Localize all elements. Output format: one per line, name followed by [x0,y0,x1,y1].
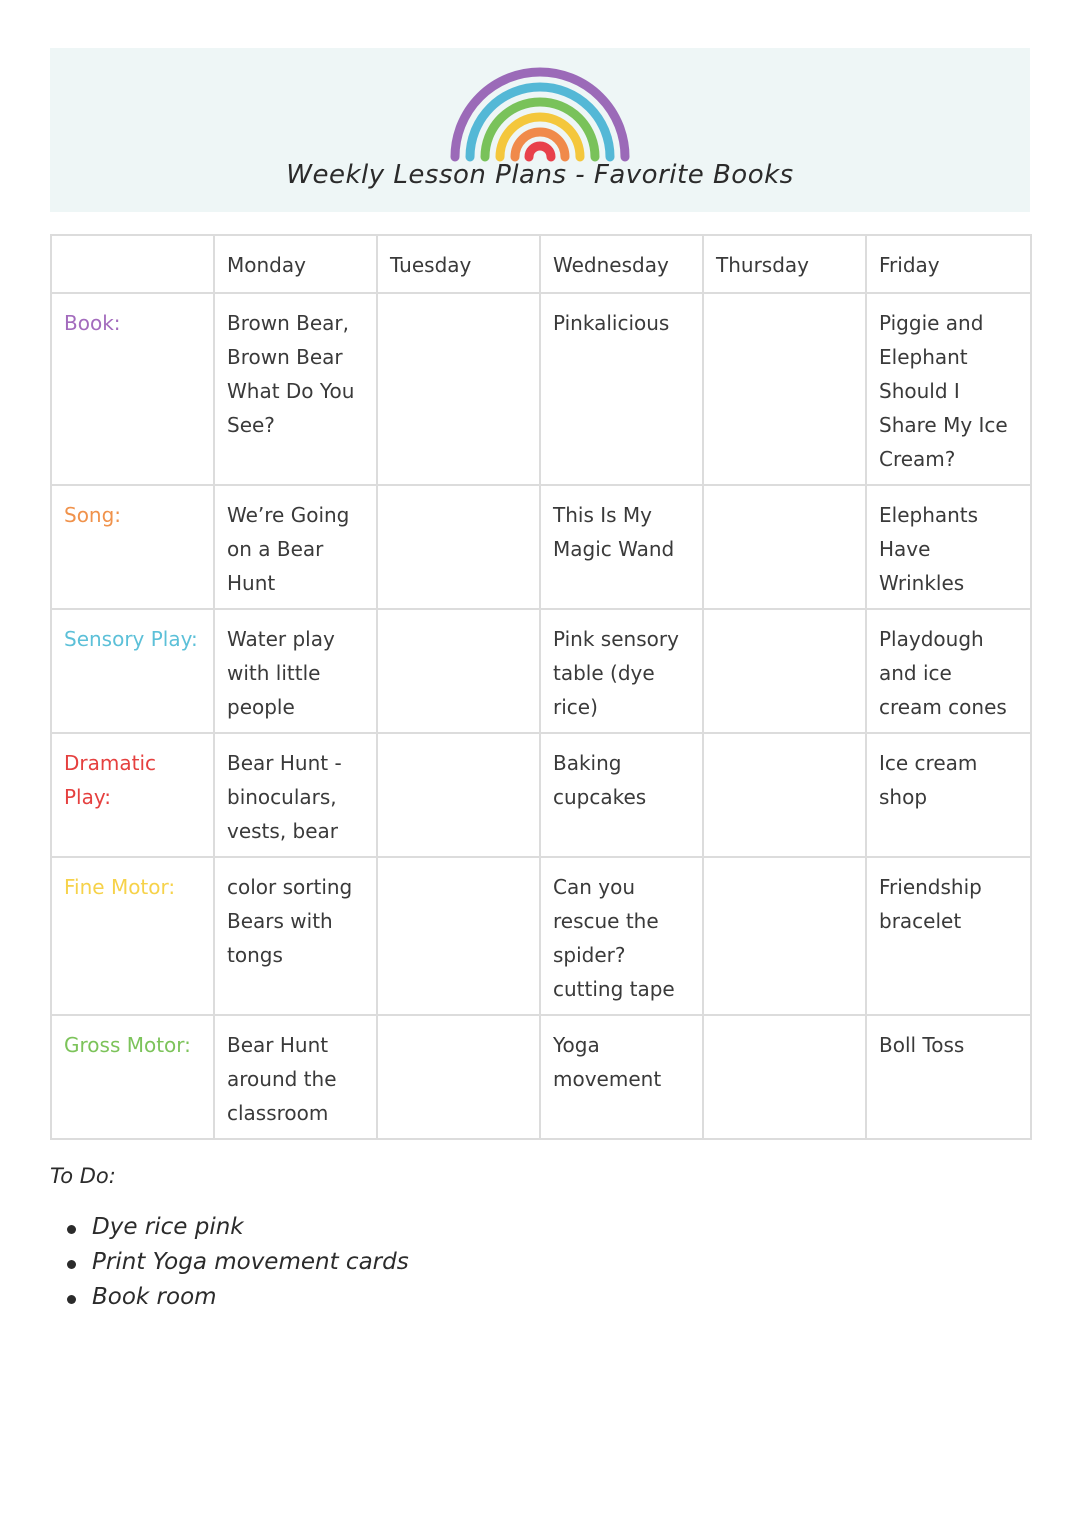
todo-item: Print Yoga movement cards [92,1245,409,1280]
row-label-fine-motor: Fine Motor: [51,857,214,1015]
table-cell: Brown Bear, Brown Bear What Do You See? [214,293,377,485]
table-cell [377,733,540,857]
table-cell: Bear Hunt - binoculars, vests, bear [214,733,377,857]
table-row-sensory-play [51,609,1031,733]
table-cell [703,485,866,609]
day-header-monday: Monday [214,235,377,293]
table-cell: Baking cupcakes [540,733,703,857]
day-header-tuesday: Tuesday [377,235,540,293]
todo-heading: To Do: [50,1164,116,1188]
table-cell: Ice cream shop [866,733,1031,857]
lesson-plan-table [50,234,1032,1140]
table-cell [703,733,866,857]
table-cell: Elephants Have Wrinkles [866,485,1031,609]
table-cell [377,857,540,1015]
table-row-gross-motor [51,1015,1031,1139]
table-cell: Water play with little people [214,609,377,733]
table-row-fine-motor [51,857,1031,1015]
day-header-thursday: Thursday [703,235,866,293]
todo-list [50,1210,409,1315]
todo-item: Dye rice pink [92,1210,409,1245]
table-header-row [51,235,1031,293]
table-cell: color sorting Bears with tongs [214,857,377,1015]
table-cell: Piggie and Elephant Should I Share My Ice Cream? [866,293,1031,485]
table-row-dramatic-play [51,733,1031,857]
table-cell: Friendship bracelet [866,857,1031,1015]
table-cell [703,857,866,1015]
table-cell: Bear Hunt around the classroom [214,1015,377,1139]
corner-cell [51,235,214,293]
table-cell: We’re Going on a Bear Hunt [214,485,377,609]
row-label-dramatic-play: Dramatic Play: [51,733,214,857]
row-label-book: Book: [51,293,214,485]
table-cell: Pink sensory table (dye rice) [540,609,703,733]
table-cell [377,293,540,485]
table-cell [703,293,866,485]
table-cell: Can you rescue the spider? cutting tape [540,857,703,1015]
table-cell: Playdough and ice cream cones [866,609,1031,733]
page-title: Weekly Lesson Plans - Favorite Books [286,160,794,190]
table-cell [377,1015,540,1139]
row-label-gross-motor: Gross Motor: [51,1015,214,1139]
table-cell: Pinkalicious [540,293,703,485]
table-row-song [51,485,1031,609]
todo-item: Book room [92,1280,409,1315]
table-cell: Boll Toss [866,1015,1031,1139]
day-header-friday: Friday [866,235,1031,293]
table-row-book [51,293,1031,485]
row-label-sensory-play: Sensory Play: [51,609,214,733]
table-cell: Yoga movement [540,1015,703,1139]
table-cell [703,1015,866,1139]
table-cell [377,609,540,733]
row-label-song: Song: [51,485,214,609]
rainbow-icon [445,62,635,167]
table-cell [703,609,866,733]
table-cell [377,485,540,609]
day-header-wednesday: Wednesday [540,235,703,293]
rainbow-arc-red [529,146,551,157]
table-cell: This Is My Magic Wand [540,485,703,609]
